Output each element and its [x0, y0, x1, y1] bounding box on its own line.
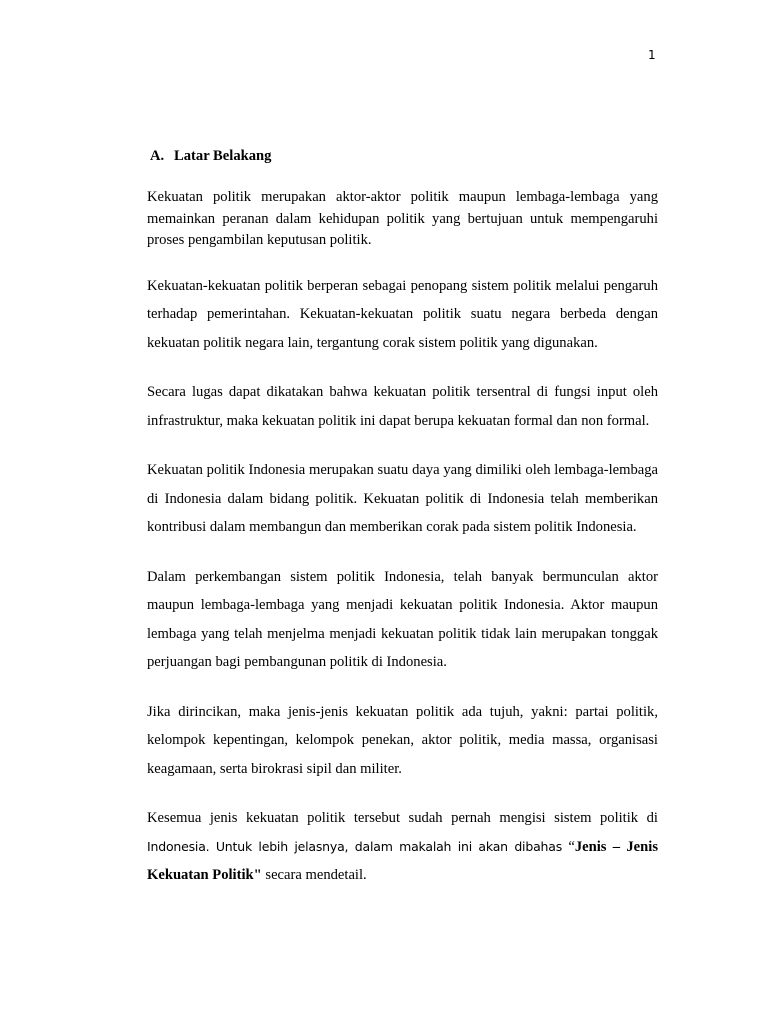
paragraph-7 [147, 804, 658, 890]
page-number: 1 [648, 48, 656, 62]
paragraph-7-ending: secara mendetail. [261, 867, 367, 883]
paragraph-1: Kekuatan politik merupakan aktor-aktor politik maupun lembaga-lembaga yang memainkan peranan dalam kehidupan politik yang bertujuan untuk mempengaruhi proses pengambilan keputusan politik. [147, 189, 658, 248]
section-heading [150, 146, 658, 166]
open-quote: “ [562, 838, 575, 855]
section-number: A. [150, 148, 165, 164]
paragraph-4: Kekuatan politik Indonesia merupakan suatu daya yang dimiliki oleh lembaga-lembaga di Indonesia dalam bidang politik. Kekuatan politik di Indonesia telah memberikan kontribusi dalam membangun dan memberikan corak pada sistem politik Indonesia. [147, 462, 658, 535]
close-quote: " [253, 867, 262, 883]
paragraph-6: Jika dirincikan, maka jenis-jenis kekuatan politik ada tujuh, yakni: partai politik, kelompok kepentingan, kelompok penekan, aktor politik, media massa, organisasi keagamaan, serta birokrasi sipil dan militer. [147, 703, 658, 777]
paragraph-2: Kekuatan-kekuatan politik berperan sebagai penopang sistem politik melalui pengaruh terhadap pemerintahan. Kekuatan-kekuatan politik suatu negara berbeda dengan kekuatan politik negara lain, tergantung corak sistem politik yang digunakan. [147, 277, 658, 351]
makalah-title: Jenis – Jenis Kekuatan Politik [147, 838, 659, 883]
paragraph-5: Dalam perkembangan sistem politik Indonesia, telah banyak bermunculan aktor maupun lembaga-lembaga yang menjadi kekuatan politik Indonesia. Aktor maupun lembaga yang telah menjelma menjadi kekuatan politik tidak lain merupakan tonggak perjuangan bagi pembangunan politik di Indonesia. [147, 568, 658, 670]
page-content [147, 146, 658, 911]
paragraph-7-sans-text: Indonesia. Untuk lebih jelasnya, dalam makalah ini akan dibahas [147, 838, 563, 854]
section-title: Latar Belakang [174, 148, 272, 164]
paragraph-3: Secara lugas dapat dikatakan bahwa kekuatan politik tersentral di fungsi input oleh infrastruktur, maka kekuatan politik ini dapat berupa kekuatan formal dan non formal. [147, 384, 658, 429]
paragraph-7-intro: Kesemua jenis kekuatan politik tersebut sudah pernah mengisi sistem politik di [147, 810, 658, 826]
